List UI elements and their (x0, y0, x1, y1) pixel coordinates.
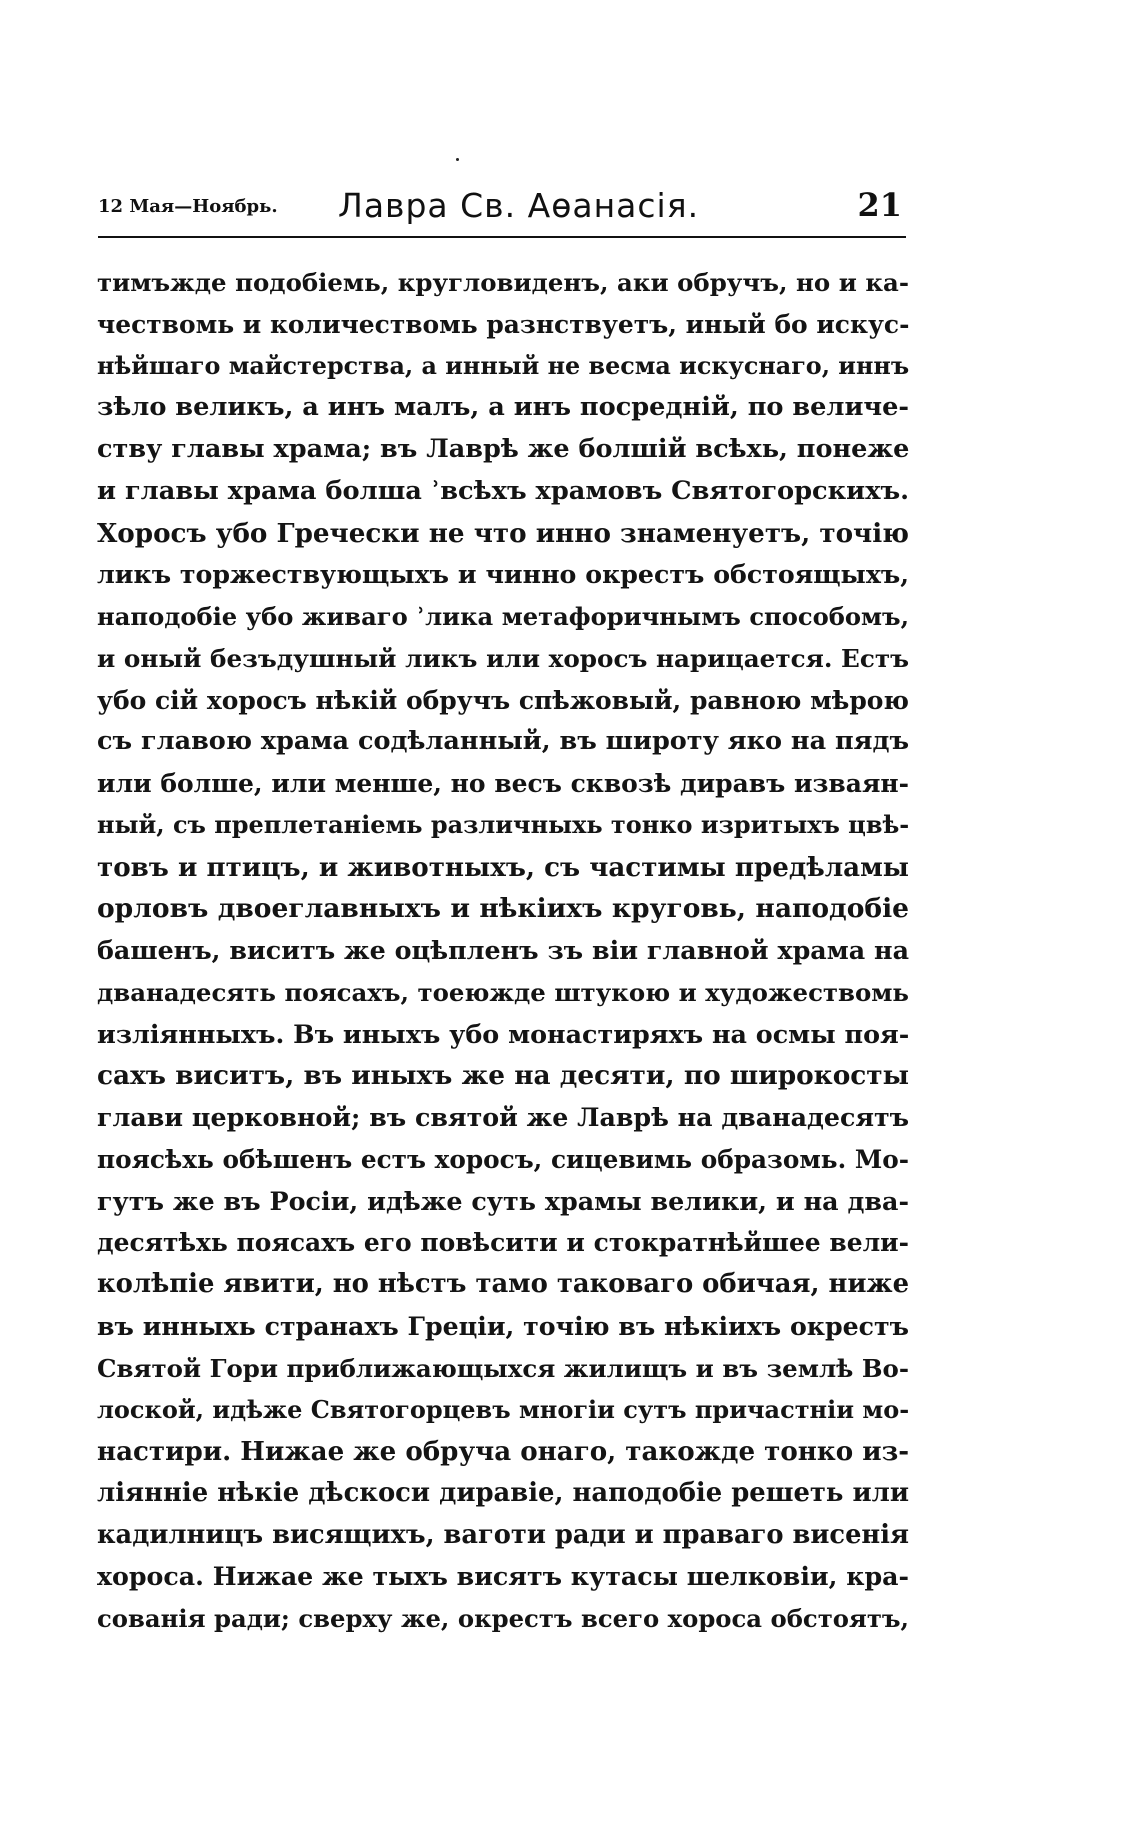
text-line: зѣло великъ, а инъ малъ, а инъ посредній, по величе- (97, 392, 910, 423)
text-line: изліянныхъ. Въ иныхъ убо монастиряхъ на осмы поя- (97, 1018, 910, 1049)
text-line: поясѣхь обѣшенъ естъ хоросъ, сицевимь образомь. Мо- (97, 1144, 909, 1174)
text-line: хороса. Нижае же тыхъ висятъ кутасы шелковіи, кра- (97, 1561, 909, 1592)
text-line: лоской, идѣже Святогорцевъ многіи сутъ причастніи мо- (97, 1395, 910, 1425)
text-line: нѣйшаго майстерства, а инный не весма искуснаго, иннъ (97, 351, 910, 380)
printer-dot-mark (456, 158, 459, 161)
text-line: ліянніе нѣкіе дѣскоси диравіе, наподобіе решеть или (97, 1477, 909, 1508)
text-line: десятѣхь поясахъ его повѣсити и стократнѣйшее вели- (97, 1228, 909, 1258)
text-line: и оный безъдушный ликъ или хоросъ нарицается. Естъ (97, 643, 909, 673)
text-line: Святой Гори приближающыхся жилищъ и въ землѣ Во- (97, 1353, 909, 1383)
text-line: гутъ же въ Росіи, идѣже суть храмы велики, и на два- (97, 1185, 909, 1216)
text-line: настири. Нижае же обруча онаго, такожде тонко из- (97, 1436, 910, 1467)
text-line: башенъ, виситъ же оцѣпленъ зъ віи главной храма на (97, 935, 909, 965)
running-head (98, 186, 902, 232)
text-line: колѣпіе явити, но нѣстъ тамо таковаго обичая, ниже (97, 1269, 910, 1299)
text-line: убо сій хоросъ нѣкій обручъ спѣжовый, равною мѣрою (97, 685, 909, 715)
header-rule (98, 236, 906, 238)
body-text (97, 262, 909, 1640)
text-line: ликъ торжествующыхъ и чинно окрестъ обстоящыхъ, (97, 559, 909, 590)
text-line: или болше, или менше, но весъ сквозѣ диравъ изваян- (97, 769, 909, 798)
text-line: ству главы храма; въ Лаврѣ же болшій всѣхь, понеже (97, 434, 910, 464)
text-line: съ главою храма содѣланный, въ широту яко на пядъ (97, 726, 910, 757)
text-line: тимъжде подобіемь, кругловиденъ, аки обручъ, но и ка- (97, 268, 909, 297)
text-line: сованія ради; сверху же, окрестъ всего хороса обстоятъ, (97, 1604, 909, 1633)
text-line: орловъ двоеглавныхъ и нѣкіихъ круговь, наподобіе (97, 893, 909, 925)
text-line: ный, съ преплетаніемь различныхь тонко изритыхъ цвѣ- (97, 810, 910, 839)
text-line: Хоросъ убо Гречески не что инно знаменуетъ, точію (97, 517, 909, 549)
page-number: 21 (857, 186, 902, 224)
text-line: дванадесять поясахъ, тоеюжде штукою и художествомь (97, 977, 909, 1007)
text-line: товъ и птицъ, и животныхъ, съ частимы предѣламы (97, 851, 909, 883)
text-line: чествомь и количествомь разнствуетъ, иный бо искус- (97, 309, 910, 339)
text-line: сахъ виситъ, въ иныхъ же на десяти, по широкосты (97, 1060, 909, 1092)
text-line: въ инныхь странахъ Греціи, точію въ нѣкіихъ окрестъ (97, 1310, 909, 1341)
text-line: глави церковной; въ святой же Лаврѣ на дванадесятъ (97, 1102, 910, 1132)
running-head-title: Лавра Св. Аѳанасія. (338, 186, 700, 225)
text-line: кадилницъ висящихъ, ваготи ради и праваго висенія (97, 1519, 909, 1550)
text-line: и главы храма болша ʾвсѣхъ храмовъ Святогорскихъ. (97, 475, 910, 506)
running-head-date-range: 12 Мая—Ноябрь. (98, 196, 278, 217)
text-line: наподобіе убо живаго ʾлика метафоричнымъ способомъ, (97, 602, 909, 631)
